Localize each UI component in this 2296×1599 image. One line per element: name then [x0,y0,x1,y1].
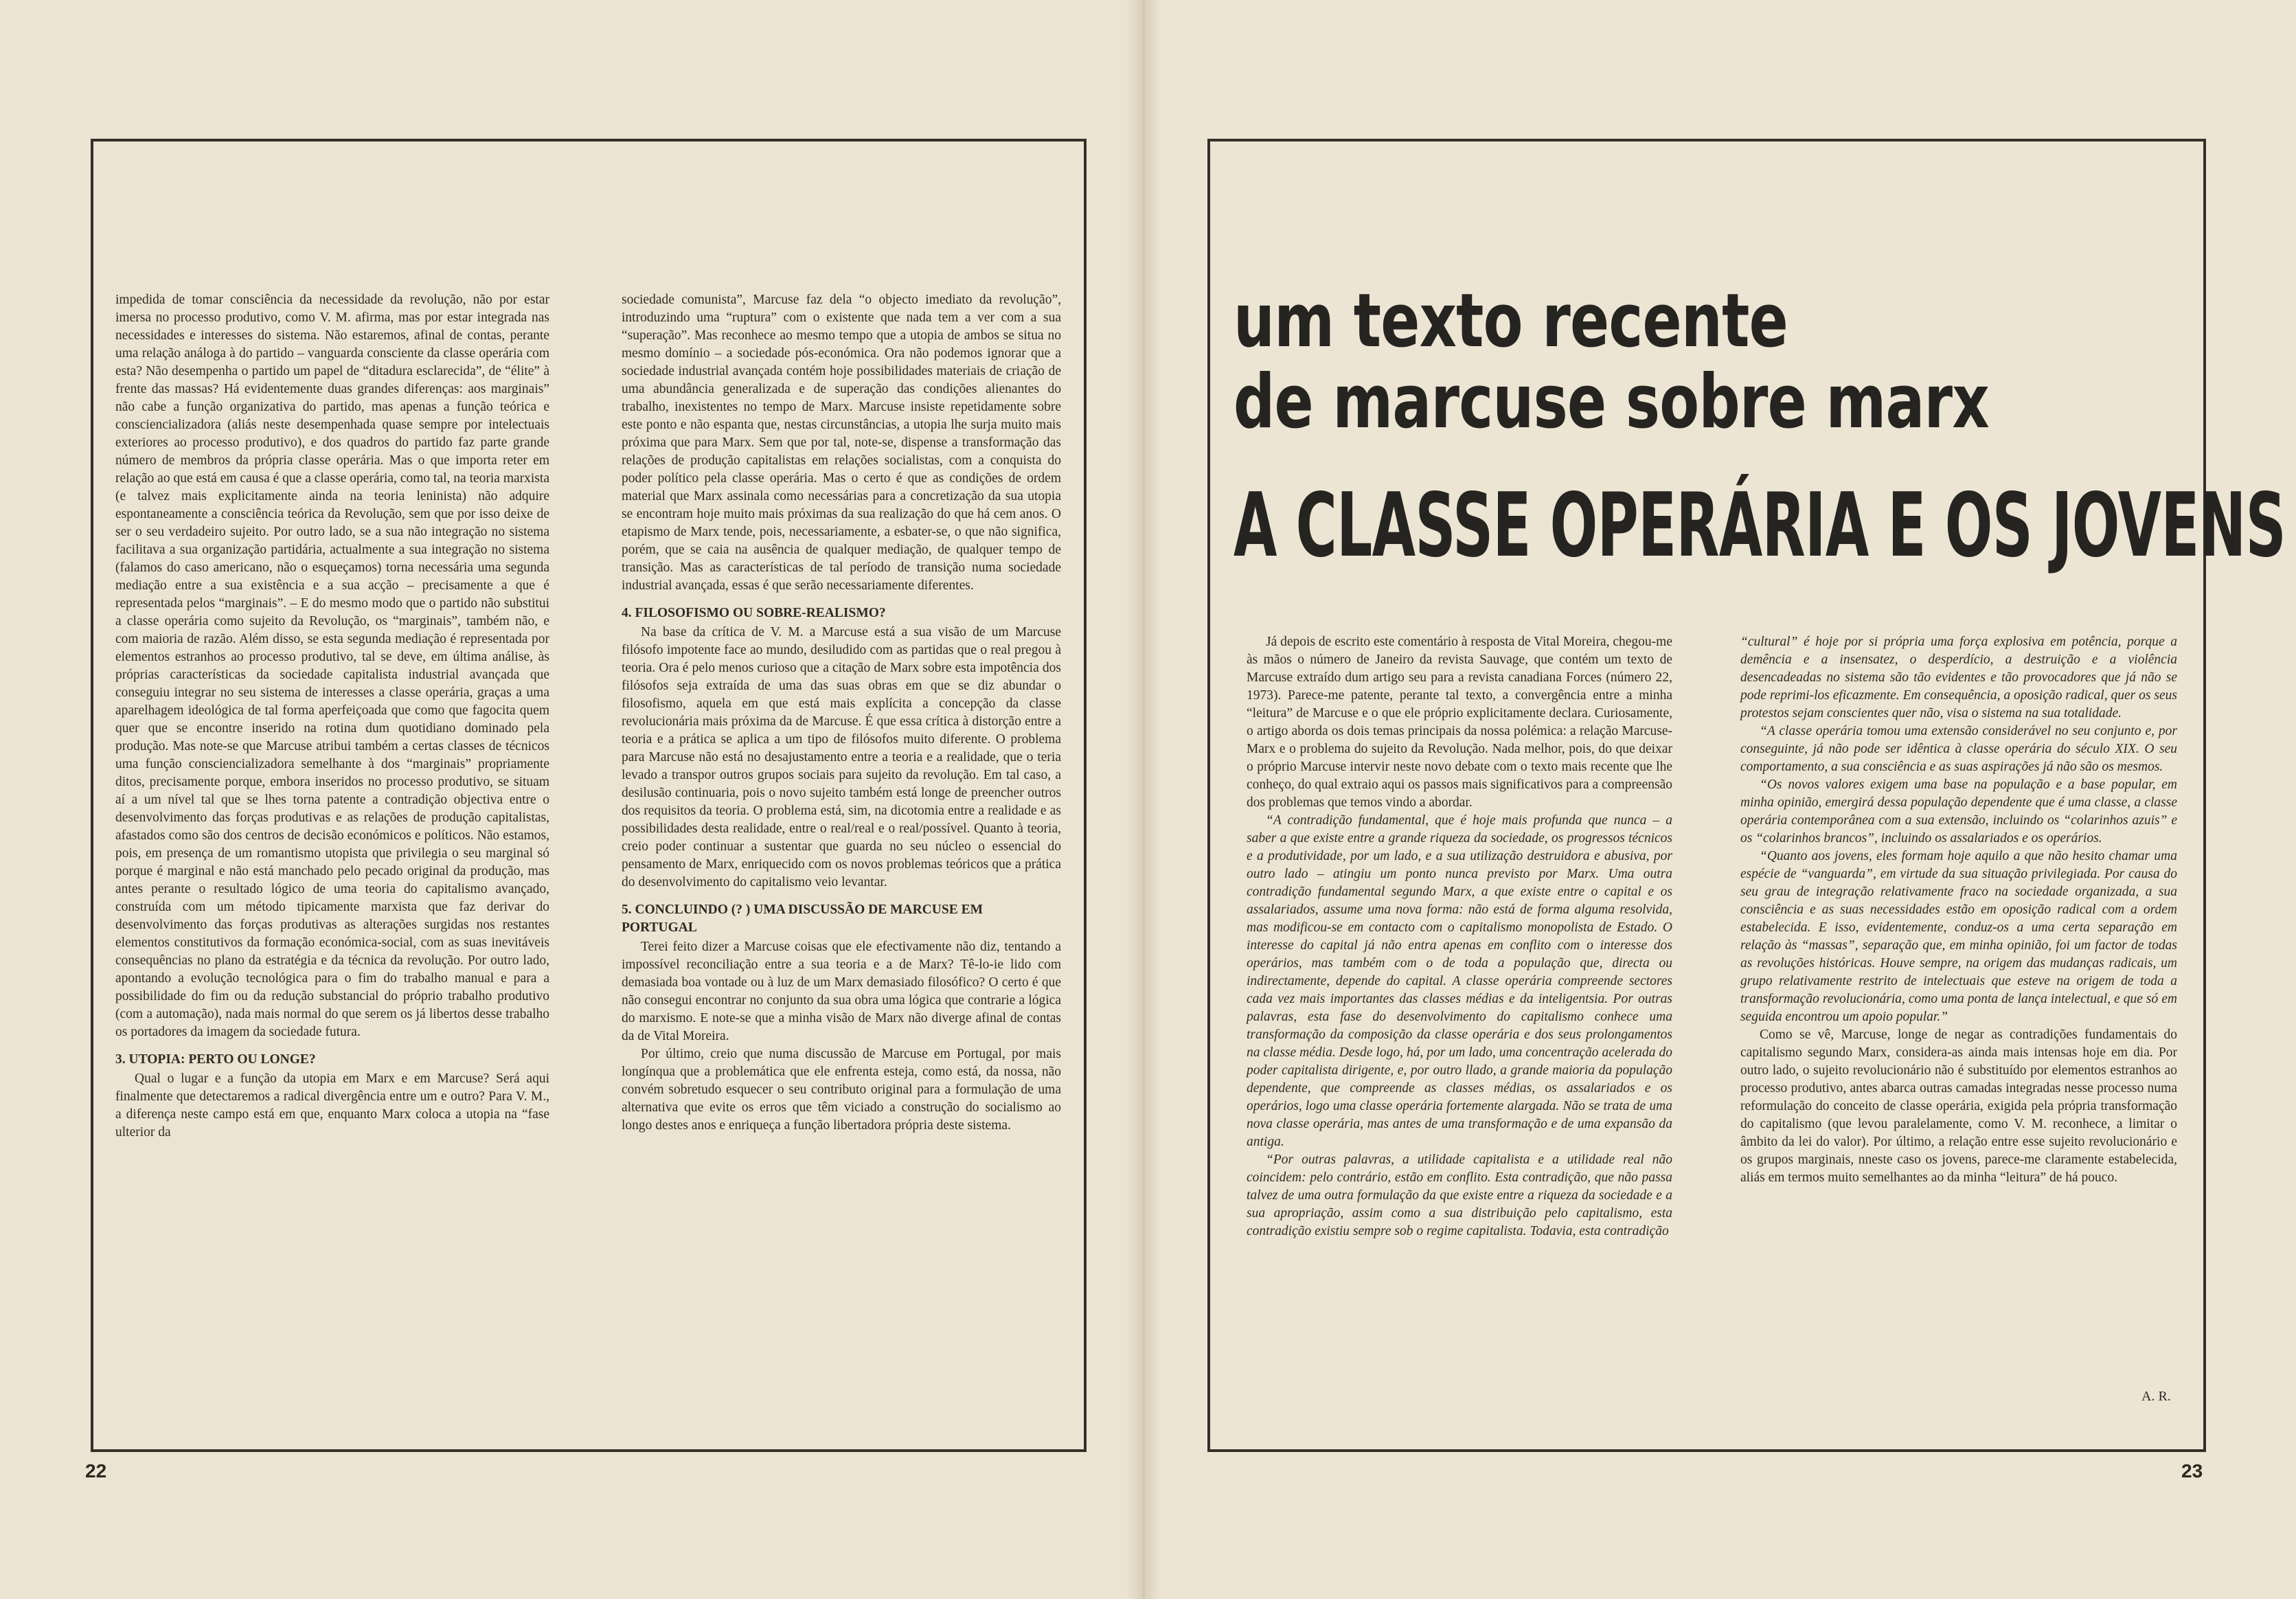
author-signature: A. R. [2141,1389,2171,1404]
conclusion-paragraph: Como se vê, Marcuse, longe de negar as contradições fundamentais do capitalismo segundo Marx, considera-as ainda mais intensas hoje em dia. Por outro lado, o sujeito revolucionário não é substituído por elementos estranhos ao processo produtivo, antes abarca outras camadas integradas nesse processo numa reformulação do conceito de classe operária, exigida pela própria transformação do capitalismo (que levou paralelamente, como V. M. reconhece, a limitar o âmbito da lei do valor). Por último, a relação entre esse sujeito revolucionário e os grupos marginais, nneste caso os jovens, parece-me claramente estabelecida, aliás em termos muito semelhantes ao da minha “leitura” de há pouco. [1740,1028,2177,1185]
quoted-paragraph: “Por outras palavras, a utilidade capitalista e a utilidade real não coincidem: pelo contrário, estão em conflito. Esta contradição, que não passa talvez de uma outra formulação da que existe entre a riqueza da sociedade e a sua apropriação, assim como a sua distribuição pelo capitalismo, esta contradição existiu sempre sob o regime capitalista. Todavia, esta contradição [1247,1153,1672,1238]
marcuse-quote-continuation [1740,633,2177,1026]
paragraph: Qual o lugar e a função da utopia em Marx e em Marcuse? Será aqui finalmente que detectaremos a radical divergência entre um e outro? Para V. M., a diferença neste campo está em que, enquanto Marx coloca a utopia na “fase ulterior da [115,1071,549,1139]
article-title-line-2: de marcuse sobre marx [1234,359,1989,445]
paragraph: “A classe operária tomou uma extensão considerável no seu conjunto e, por conseguinte, já não pode ser idêntica à classe operária do século XIX. O seu comportamento, a sua consciência e as suas aspirações já não são os mesmos. [1740,724,2177,774]
right-page-column-1 [1247,633,1672,1240]
left-page-column-1 [115,291,549,1142]
paragraph: impedida de tomar consciência da necessidade da revolução, não por estar imersa no processo produtivo, como V. M. afirma, mas por estar integrada nas necessidades e interesses do sistema. Não estaremos, afinal de contas, perante uma relação análoga à do partido – vanguarda consciente da classe operária com esta? Não desempenha o partido um papel de “ditadura esclarecida”, de “élite” à frente das massas? Há evidentemente duas grandes diferenças: aos marginais” não cabe a função organizativa do partido, mas apenas a função teórica e consciencializadora (aliás neste desempenhada quase sempre por intelectuais exteriores ao processo produtivo), e dos quadros do partido faz parte grande número de membros da própria classe operária. Mas o que importa reter em relação ao que está em causa é que a classe operária, como tal, na teoria marxista (e talvez mais explicitamente ainda na teoria leninista) não adquire espontaneamente a consciência teórica da Revolução, sem que por isso deixe de ser o seu verdadeiro sujeito. Por outro lado, se a sua não integração no sistema facilitava a sua organização partidária, actualmente a sua integração no sistema (falamos do caso americano, não o esqueçamos) torna necessária uma segunda mediação entre a sua existência e a sua acção – precisamente a que é representada pelos “marginais”. – E do mesmo modo que o partido não substitui a classe operária como sujeito da Revolução, os “marginais”, também não, e com maioria de razão. Além disso, se esta segunda mediação é representada por elementos estranhos ao processo produtivo, tal se deve, em última análise, às próprias características da sociedade capitalista industrial avançada que conseguiu integrar no seu sistema de interesses a classe operária, graças a uma aparelhagem ideológica de tal forma aperfeiçoada que como que fagocita quem quer que se encontre inserido na rotina dum quotidiano dominado pela produção. Mas note-se que Marcuse atribui também a certas classes de técnicos uma função consciencializadora semelhante à dos “marginais” propriamente ditos, precisamente porque, embora inseridos no processo produtivo, se situam aí a um nível tal que se lhes torna patente a contradição objectiva entre o desenvolvimento das forças produtivas e as relações de produção capitalistas, afastados como são dos centros de decisão económicos e políticos. Não estamos, pois, em presença de um romantismo utopista que privilegia o seu marginal só porque é marginal e não está manchado pelo pecado original da produção, mas antes perante o resultado lógico de uma teoria do capitalismo avançado, construída com um método tipicamente marxista que faz derivar do desenvolvimento das forças produtivas as alterações surgidas nos restantes elementos constitutivos da formação económica-social, com as suas inevitáveis consequências no plano da estratégia e da técnica da revolução. Por outro lado, apontando a evolução tecnológica para o fim do trabalho manual e para a possibilidade do fim ou da redução substancial do próprio trabalho produtivo (com a automação), nada mais normal do que serem os já libertos desse trabalho os portadores da imagem da sociedade futura. [115,293,549,1039]
paragraph: “Os novos valores exigem uma base na população e a base popular, em minha opinião, emergirá dessa população dependente que é uma classe, a classe operária contemporânea com a sua extensão, incluindo os “colarinhos azuis” e os “colarinhos brancos”, incluindo os assalariados e os operários. [1740,778,2177,846]
paragraph: sociedade comunista”, Marcuse faz dela “o objecto imediato da revolução”, introduzindo uma “ruptura” com o existente que nada tem a ver com a sua “superação”. Mas reconhece ao mesmo tempo que a utopia de ambos se situa no mesmo domínio – a sociedade pós-económica. Ora não podemos ignorar que a sociedade industrial avançada contém hoje possibilidades materiais de criação de uma abundância generalizada e de superação das condições alienantes do trabalho, inexistentes no tempo de Marx. Marcuse insiste repetidamente sobre este ponto e não espanta que, nestas circunstâncias, a utopia lhe surja muito mais próxima que para Marx. Sem que por tal, note-se, dispense a transformação das relações de produção capitalistas em relações socialistas, com a conquista do poder político pela classe operária. Mas o certo é que as condições de ordem material que Marx assinala como necessárias para a concretização da sua utopia se encontram hoje muito mais próximas da sua realização do que há cem anos. O etapismo de Marx tende, pois, necessariamente, a esbater-se, o que não significa, porém, que se caia na ausência de qualquer mediação, de qualquer tempo de transição. Mas as características de tal período de transição numa sociedade industrial avançada, essas é que serão necessariamente diferentes. [622,293,1061,593]
section-heading: 4. FILOSOFISMO OU SOBRE-REALISMO? [622,606,886,620]
author-conclusion [1740,1026,2177,1187]
paragraph: Já depois de escrito este comentário à resposta de Vital Moreira, chegou-me às mãos o número de Janeiro da revista Sauvage, que contém um texto de Marcuse extraído dum artigo seu para a revista canadiana Forces (número 22, 1973). Parece-me patente, perante tal texto, a convergência entre a minha “leitura” de Marcuse e o que ele próprio explicitamente declara. Curiosamente, o artigo aborda os dois temas principais da nossa polémica: a relação Marcuse-Marx e o problema do sujeito da Revolução. Nada melhor, pois, do que deixar o próprio Marcuse intervir neste novo debate com o texto mais recente que lhe conheço, do qual extraio aqui os passos mais significativos para a compreensão dos problemas que temos vindo a abordar. [1247,635,1672,810]
book-gutter [1126,0,1161,1599]
section-heading: 5. CONCLUINDO (? ) UMA DISCUSSÃO DE MARCUSE EM PORTUGAL [622,903,983,935]
article-title-line-1: um texto recente [1234,278,1788,364]
paragraph: “cultural” é hoje por si própria uma força explosiva em potência, porque a demência e a insensatez, o desperdício, a destruição e a violência desencadeadas no sistema são tão evidentes e tão provocadores que já não se pode reprimi-los eficazmente. Em consequência, a oposição radical, quer os seus protestos sejam conscientes quer não, visa o sistema na sua totalidade. [1740,635,2177,721]
page-number-right: 23 [2181,1460,2203,1482]
quoted-paragraph: “A contradição fundamental, que é hoje mais profunda que nunca – a saber a que existe entre a grande riqueza da sociedade, os progressos técnicos e a produtividade, por um lado, e a sua utilização destruidora e abusiva, por outro lado – atingiu um ponto nunca previsto por Marx. Uma outra contradição fundamental segundo Marx, a que existe entre o capital e os assalariados, assume uma nova forma: não está de forma alguma resolvida, mas modificou-se em contacto com o capitalismo monopolista de Estado. O interesse do capital já não entra apenas em conflito com o interesse dos operários, mas também com o de toda a população que, directa ou indirectamente, depende do capital. A classe operária compreende sectores cada vez mais importantes das classes médias e da inteligentsia. Por outras palavras, esta fase do desenvolvimento do capitalismo conhece uma transformação da composição da classe operária e dos seus prolongamentos na classe média. Desde logo, há, por um lado, uma concentração acelerada do poder capitalista dirigente, e, por outro llado, a grande maioria da população dependente, que compreende as classes médias, os assalariados e os operários, logo uma classe operária fortemente alargada. Não se trata de uma nova classe operária, mas antes de uma transformação e de uma expansão da antiga. [1247,813,1672,1149]
paragraph: Terei feito dizer a Marcuse coisas que ele efectivamente não diz, tentando a impossível reconciliação entre a sua teoria e a de Marx? Tê-lo-ie lido com demasiada boa vontade ou à luz de um Marx demasiado filosófico? O certo é que não consegui encontrar no conjunto da sua obra uma lógica que contrarie a lógica do marxismo. E note-se que a minha visão de Marx não diverge afinal de contas da de Vital Moreira. [622,940,1061,1043]
paragraph: Por último, creio que numa discussão de Marcuse em Portugal, por mais longínqua que a problemática que ele enfrenta esteja, como está, da nossa, não convém sobretudo esquecer o seu contributo original para a formulação de uma alternativa que evite os erros que têm viciado a construção do socialismo ao longo destes anos e enriqueça a função libertadora própria deste sistema. [622,1047,1061,1133]
paragraph: Na base da crítica de V. M. a Marcuse está a sua visão de um Marcuse filósofo impotente face ao mundo, desiludido com as partidas que o real pregou à teoria. Ora é pelo menos curioso que a citação de Marx sobre esta impotência dos filósofos seja extraída de uma das suas obras em que se diz abundar o filosofismo, aquela em que está mais explícita a concepção da classe revolucionária mais próxima da de Marcuse. É que essa crítica à distorção entre a teoria e a prática se aplica a um tipo de filósofos muito diferente. O problema para Marcuse não está no desajustamento entre a teoria e a realidade, que o teria levado a transpor outros grupos sociais para sujeito da revolução. Em tal caso, a desilusão continuaria, pois o novo sujeito também está longe de preencher outros dos requisitos da teoria. O problema está, sim, na dicotomia entre a realidade e as possibilidades desta realidade, entre o real/real e o real/possível. Quanto à teoria, creio poder continuar a sustentar que guarda no seu núcleo o essencial do pensamento de Marx, enriquecido com os novos problemas teóricos que a prática do desenvolvimento do capitalismo veio levantar. [622,625,1061,889]
section-heading: 3. UTOPIA: PERTO OU LONGE? [115,1052,316,1067]
article-headline: A CLASSE OPERÁRIA E OS JOVENS [1234,475,2286,577]
right-page-column-2 [1740,633,2177,1187]
left-page-column-2 [622,291,1061,1135]
page-number-left: 22 [85,1460,107,1482]
paragraph: “Quanto aos jovens, eles formam hoje aquilo a que não hesito chamar uma espécie de “vanguarda”, em virtude da sua situação privilegiada. Por causa do seu grau de integração relativamente fraco na sociedade organizada, a sua consciência e as suas necessidades estão em oposição radical com a ordem estabelecida. E isso, evidentemente, conduz-os a uma certa separação em relação às “massas”, separação que, em minha opinião, foi um factor de todas as revoluções históricas. Houve sempre, na origem das mudanças radicais, um grupo relativamente restrito de intelectuais que esteve na origem de toda a transformação revolucionária, como uma ponta de lança intelectual, e que só em seguida encontrou um apoio popular.” [1740,849,2177,1024]
